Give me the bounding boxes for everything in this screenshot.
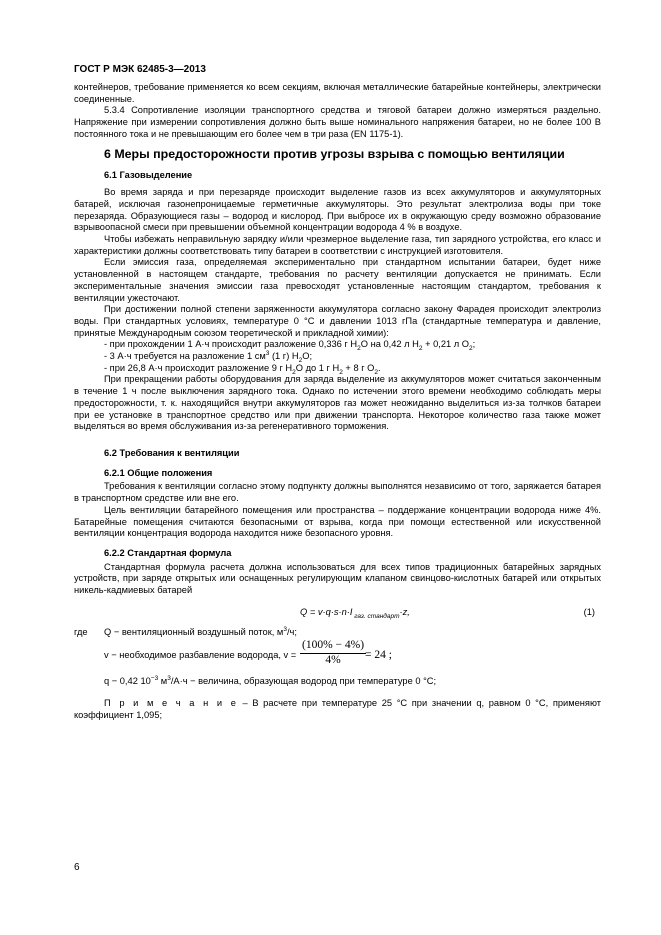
paragraph: Требования к вентиляции согласно этому подпункту должны выполнятся независимо от того, заряжается батарея в транспортном средстве или вне его. — [74, 481, 601, 504]
paragraph: Во время заряда и при перезаряде происходит выделение газов из всех аккумуляторов и аккумуляторных батарей, исключая газонепроницаемые герметичные аккумуляторы. Это результат электролиза воды при токе перезаряда. Образующиеся газы – водород и кислород. При выбросе их в окружающую среду возможно образование взрывоопасной смеси при превышении объемной концентрации водорода 4 % в воздухе. — [74, 187, 601, 233]
section-6-2-1-title: 6.2.1 Общие положения — [104, 467, 213, 478]
formula-expression: Q = v·q·s·n·I $_{газ. стандарт}$·z, — [300, 606, 410, 620]
clause-5-3-4: 5.3.4 Сопротивление изоляции транспортного средства и тяговой батареи должно измеряться раздельно. Напряжение при измерении сопротивления должно быть выше номинального напряжения батареи, но не более 100 В постоянного тока и не превышающим его более чем в три раза (EN 1175-1). — [74, 105, 601, 139]
page-number: 6 — [74, 862, 80, 873]
paragraph: При прекращении работы оборудования для заряда выделение из аккумуляторов может считаться законченным в течение 1 ч после выключения зарядного тока. Однако по истечении этого времени необходимо соблюдать меры предосторожности, т. к. находящийся внутри аккумуляторов газ может неожиданно выделиться из-за толчков батареи при ее установке в транспортное средство или при движении транспорта. Некоторое количество газа также может выделяться во время обслуживания из-за регенеративного торможения. — [74, 374, 601, 432]
document-body — [74, 82, 601, 722]
section-6-2-title: 6.2 Требования к вентиляции — [104, 447, 240, 458]
list-item: - при 26,8 А·ч происходит разложение 9 г $H_2O$ до 1 г $H_2 + 8$ г $O_2$. — [104, 362, 381, 376]
document-header: ГОСТ Р МЭК 62485-3—2013 — [74, 64, 206, 75]
dilution-fraction: $\frac{(100\% - 4\%)}{4\%}$ — [302, 639, 365, 667]
list-item: - 3 А·ч требуется на разложение 1 $см^3$ (1 г) $H_2O$; — [104, 349, 313, 364]
note: П р и м е ч а н и е – В расчете при температуре 25 °С при значении q, равном 0 °С, применяют коэффициент 1,095; — [74, 698, 601, 720]
where-q-definition: где Q − вентиляционный воздушный поток, $м^3/ч$; — [74, 625, 297, 637]
continuation-paragraph: контейнеров, требование применяется ко всем секциям, включая металлические батарейные контейнеры, электрически соединенные. — [74, 82, 601, 104]
formula-number: (1) — [583, 606, 595, 617]
formula-1 — [74, 603, 601, 623]
section-6-title: 6 Меры предосторожности против угрозы взрыва с помощью вентиляции — [104, 146, 565, 161]
v-definition: v − необходимое разбавление водорода, v = $\frac{(100\% - 4\%)}{4\%}$ = 24 ; — [104, 639, 392, 667]
list-item: - при прохождении 1 А·ч происходит разложение 0,336 г $H_2O$ на 0,42 л $H_2 + 0,21$ л $O_2$; — [104, 339, 476, 353]
paragraph: При достижении полной степени заряженности аккумулятора согласно закону Фарадея происходит электролиз воды. При стандартных условиях, температуре 0 °С и давлении 1013 гПа (стандартные температура и давление, принятые Международным союзом теоретической и прикладной химии): — [74, 304, 601, 338]
paragraph: Цель вентиляции батарейного помещения или пространства – поддержание концентрации водорода ниже 4%. Батарейные помещения считаются безопасными от взрыва, когда при помощи естественной или искусственной вентиляции концентрация водорода находится ниже безопасного уровня. — [74, 504, 601, 539]
section-6-1-title: 6.1 Газовыделение — [104, 169, 193, 180]
paragraph: Стандартная формула расчета должна использоваться для всех типов традиционных батарейных зарядных устройств, при заряде открытых или оснащенных регулирующим клапаном свинцово-кислотных батарей или открытых никель-кадмиевых батарей — [74, 561, 601, 596]
section-6-2-2-title: 6.2.2 Стандартная формула — [104, 547, 232, 558]
q-small-definition: q − 0,42 $10^{-3}$ $м^3/А\cdot ч$ − величина, образующая водород при температуре 0 °С; — [104, 675, 437, 687]
paragraph: Чтобы избежать неправильную зарядку и/или чрезмерное выделение газа, тип зарядного устройства, его класс и характеристики должны соответствовать типу батареи в соответствии с инструкцией изготовителя. — [74, 234, 601, 256]
paragraph: Если эмиссия газа, определяемая экспериментально при стандартном испытании батареи, будет ниже установленной в настоящем стандарте, требования по расчету вентиляции допускается не принимать. Если экспериментальные значения эмиссии газа превосходят установленные настоящим стандартом, требования к вентиляции ужесточают. — [74, 257, 601, 303]
